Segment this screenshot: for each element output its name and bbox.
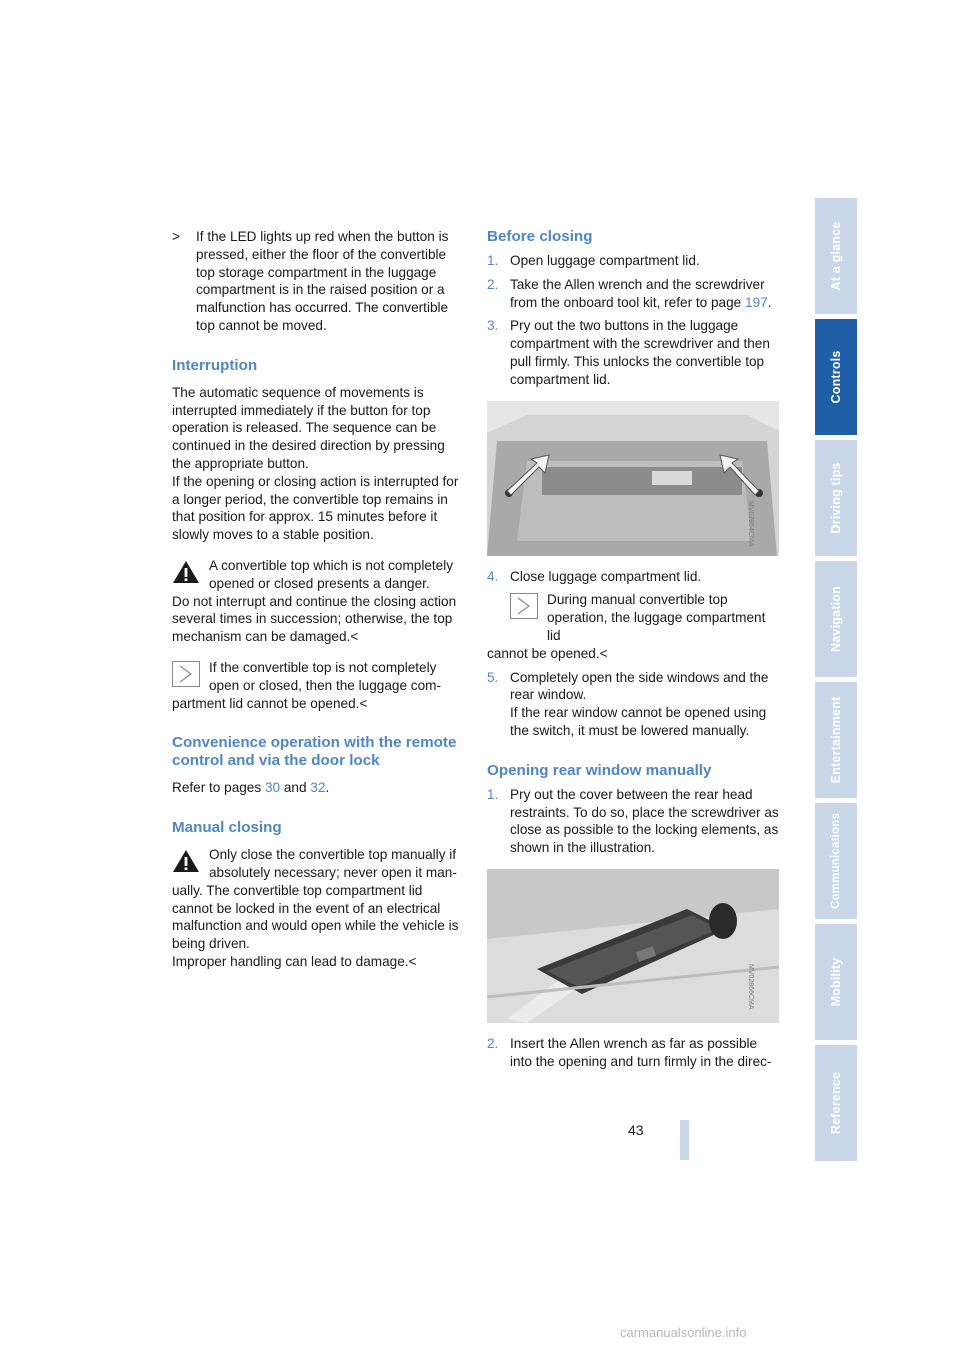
warning-notice-1 bbox=[172, 557, 464, 646]
step-number: 1. bbox=[487, 253, 499, 268]
refer-suffix: . bbox=[325, 780, 330, 796]
page-link-197[interactable]: 197 bbox=[745, 294, 768, 310]
step-number: 3. bbox=[487, 318, 499, 334]
heading-before-closing: Before closing bbox=[487, 228, 593, 245]
tab-label: Reference bbox=[829, 1071, 843, 1135]
list-item bbox=[487, 786, 782, 857]
tab-communications[interactable] bbox=[815, 803, 857, 919]
luggage-compartment-drawing bbox=[487, 401, 779, 556]
tab-driving-tips[interactable] bbox=[815, 440, 857, 556]
tab-label: Mobility bbox=[829, 957, 843, 1007]
tab-navigation[interactable] bbox=[815, 561, 857, 677]
page-number-bar bbox=[680, 1120, 689, 1160]
step-text: Take the Allen wrench and the screwdriver from the onboard tool kit, refer to page bbox=[510, 276, 765, 310]
tab-label: Navigation bbox=[829, 586, 843, 652]
note-2-rest: cannot be opened. bbox=[487, 645, 600, 661]
end-mark: < bbox=[359, 695, 368, 711]
tab-label: Communications bbox=[830, 812, 842, 910]
bullet-text: If the LED lights up red when the button is pressed, either the floor of the convertible top storage compartment in the luggage compartment is in the raised position or a malfunction has occurred. The convertible top cannot be moved. bbox=[196, 229, 449, 333]
tab-label: At a glance bbox=[829, 221, 843, 291]
illustration-code: MV02866CMA bbox=[747, 963, 755, 1010]
footer-watermark: carmanualsonline.info bbox=[620, 1325, 747, 1340]
step-number: 2. bbox=[487, 1035, 499, 1051]
step-text: Pry out the cover between the rear head restraints. To do so, place the screwdriver as close as possible to the locking elements, as shown in the illustration. bbox=[510, 786, 779, 856]
step-text: Open luggage compartment lid. bbox=[510, 253, 700, 268]
list-item bbox=[487, 276, 782, 312]
warning-1-first: A convertible top which is not completely opened or closed presents a danger. bbox=[209, 557, 454, 591]
heading-interruption: Interruption bbox=[172, 356, 258, 374]
illustration-code: MV02864CMA bbox=[747, 500, 755, 547]
warning-icon bbox=[172, 559, 200, 585]
page-link-30[interactable]: 30 bbox=[264, 780, 281, 796]
note-1-rest: partment lid cannot be opened. bbox=[172, 695, 360, 711]
step-number: 1. bbox=[487, 786, 499, 802]
step-tail: . bbox=[767, 294, 772, 310]
tab-reference[interactable] bbox=[815, 1045, 857, 1161]
warning-2-last: Improper handling can lead to damage. bbox=[172, 953, 409, 969]
interruption-paragraph-2: If the opening or closing action is interrupted for a longer period, the convertible top remains in that position for approx. 15 minutes before it slowly moves to a stable position. bbox=[172, 473, 459, 543]
warning-icon bbox=[172, 848, 200, 874]
tab-at-a-glance[interactable] bbox=[815, 198, 857, 314]
note-notice-2 bbox=[510, 591, 782, 644]
note-2-first: During manual convertible top operation, the luggage compartment lid bbox=[547, 592, 766, 643]
list-item bbox=[487, 568, 782, 586]
refer-prefix: Refer to pages bbox=[172, 780, 265, 796]
head-restraint-cover-drawing bbox=[487, 869, 779, 1023]
interruption-paragraph-1: The automatic sequence of movements is interrupted immediately if the button for top operation is released. The sequence can be continued in the desired direction by pressing the appropriate button. bbox=[172, 384, 445, 471]
bullet-mark: > bbox=[172, 229, 180, 244]
heading-manual-closing: Manual closing bbox=[172, 819, 282, 837]
tab-label: Entertainment bbox=[829, 696, 843, 784]
note-1-first: If the convertible top is not completely open or closed, then the luggage com- bbox=[209, 659, 442, 693]
page-number: 43 bbox=[628, 1122, 644, 1138]
bullet-item bbox=[172, 228, 464, 335]
tab-entertainment[interactable] bbox=[815, 682, 857, 798]
luggage-compartment-illustration bbox=[487, 401, 779, 556]
step-text: Completely open the side windows and the rear window. bbox=[510, 669, 769, 703]
list-item bbox=[487, 317, 782, 388]
tab-mobility[interactable] bbox=[815, 924, 857, 1040]
page-link-32[interactable]: 32 bbox=[310, 780, 326, 796]
chapter-tabs bbox=[815, 198, 857, 1166]
warning-2-rest: ually. The convertible top compartment lid cannot be locked in the event of an electrical malfunction and would open while the vehicle is being driven. bbox=[172, 882, 459, 952]
step-number: 4. bbox=[487, 568, 499, 584]
warning-1-rest: Do not interrupt and continue the closing action several times in succession; otherwise, the top mechanism can be damaged. bbox=[172, 593, 457, 645]
tab-controls[interactable] bbox=[815, 319, 857, 435]
refer-and: and bbox=[280, 780, 311, 796]
end-mark: < bbox=[350, 629, 359, 645]
heading-opening-rear-window: Opening rear window manually bbox=[487, 761, 712, 779]
tab-label: Controls bbox=[829, 350, 843, 404]
list-item bbox=[487, 1035, 782, 1071]
list-item bbox=[487, 669, 782, 740]
step-text: Close luggage compartment lid. bbox=[510, 568, 702, 584]
step-text: Insert the Allen wrench as far as possible into the opening and turn firmly in the direc- bbox=[510, 1035, 772, 1069]
warning-notice-2 bbox=[172, 846, 464, 971]
note-icon bbox=[510, 593, 538, 619]
left-column bbox=[172, 228, 464, 971]
warning-2-first: Only close the convertible top manually if absolutely necessary; never open it man- bbox=[209, 847, 457, 880]
end-mark: < bbox=[408, 953, 417, 969]
step-text: If the rear window cannot be opened using the switch, it must be lowered manually. bbox=[510, 705, 767, 738]
head-restraint-cover-illustration bbox=[487, 869, 779, 1023]
note-icon bbox=[172, 661, 200, 687]
step-text: Pry out the two buttons in the luggage compartment with the screwdriver and then pull firmly. This unlocks the convertible top compartment lid. bbox=[510, 318, 770, 387]
refer-line bbox=[172, 779, 464, 797]
step-number: 2. bbox=[487, 276, 499, 292]
heading-convenience: Convenience operation with the remote control and via the door lock bbox=[172, 734, 457, 770]
list-item bbox=[487, 252, 782, 270]
end-mark: < bbox=[599, 645, 608, 661]
note-notice-1 bbox=[172, 659, 464, 712]
right-column bbox=[487, 228, 782, 1071]
step-number: 5. bbox=[487, 669, 499, 685]
tab-label: Driving tips bbox=[829, 462, 843, 534]
